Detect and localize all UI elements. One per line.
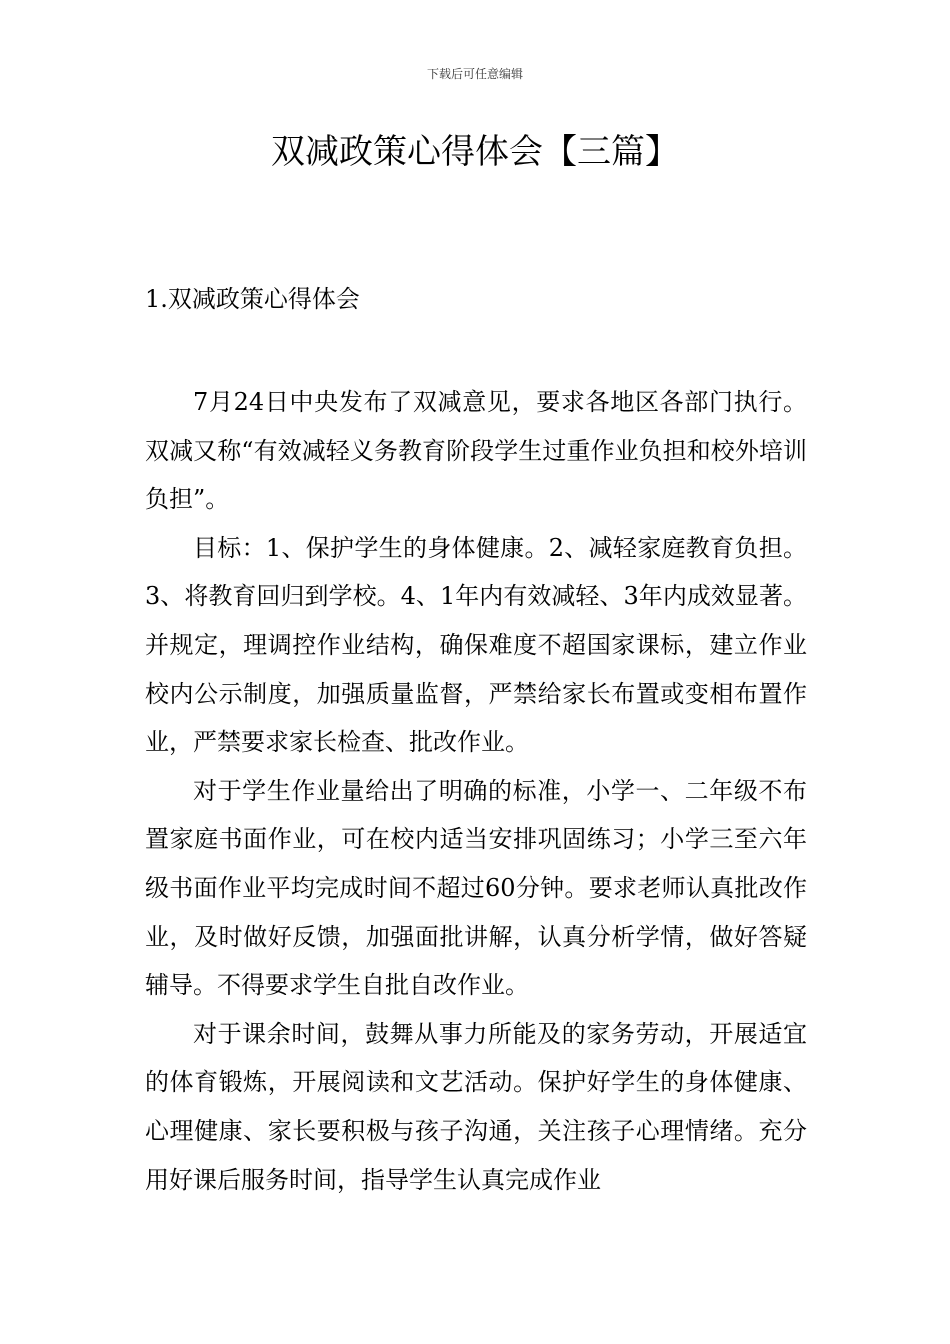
- paragraph-1: 7月24日中央发布了双减意见，要求各地区各部门执行。双减又称“有效减轻义务教育阶段学生过重作业负担和校外培训负担”。: [145, 388, 807, 514]
- header-note: 下载后可任意编辑: [426, 67, 523, 81]
- paragraph-4: 对于课余时间，鼓舞从事力所能及的家务劳动，开展适宜的体育锻炼，开展阅读和文艺活动。保护好学生的身体健康、心理健康、家长要积极与孩子沟通，关注孩子心理情绪。充分用好课后服务时间，指导学生认真完成作业: [145, 1019, 807, 1194]
- section-heading: 1.双减政策心得体会: [145, 285, 360, 313]
- paragraph-3: 对于学生作业量给出了明确的标准，小学一、二年级不布置家庭书面作业，可在校内适当安排巩固练习；小学三至六年级书面作业平均完成时间不超过60分钟。要求老师认真批改作业，及时做好反馈，加强面批讲解，认真分析学情，做好答疑辅导。不得要求学生自批自改作业。: [145, 776, 807, 1000]
- document-body: [145, 378, 807, 1204]
- paragraph-2: 目标：1、保护学生的身体健康。2、减轻家庭教育负担。3、将教育回归到学校。4、1年内有效减轻、3年内成效显著。并规定，理调控作业结构，确保难度不超国家课标，建立作业校内公示制度，加强质量监督，严禁给家长布置或变相布置作业，严禁要求家长检查、批改作业。: [145, 533, 807, 757]
- document-title: 双减政策心得体会【三篇】: [271, 132, 679, 172]
